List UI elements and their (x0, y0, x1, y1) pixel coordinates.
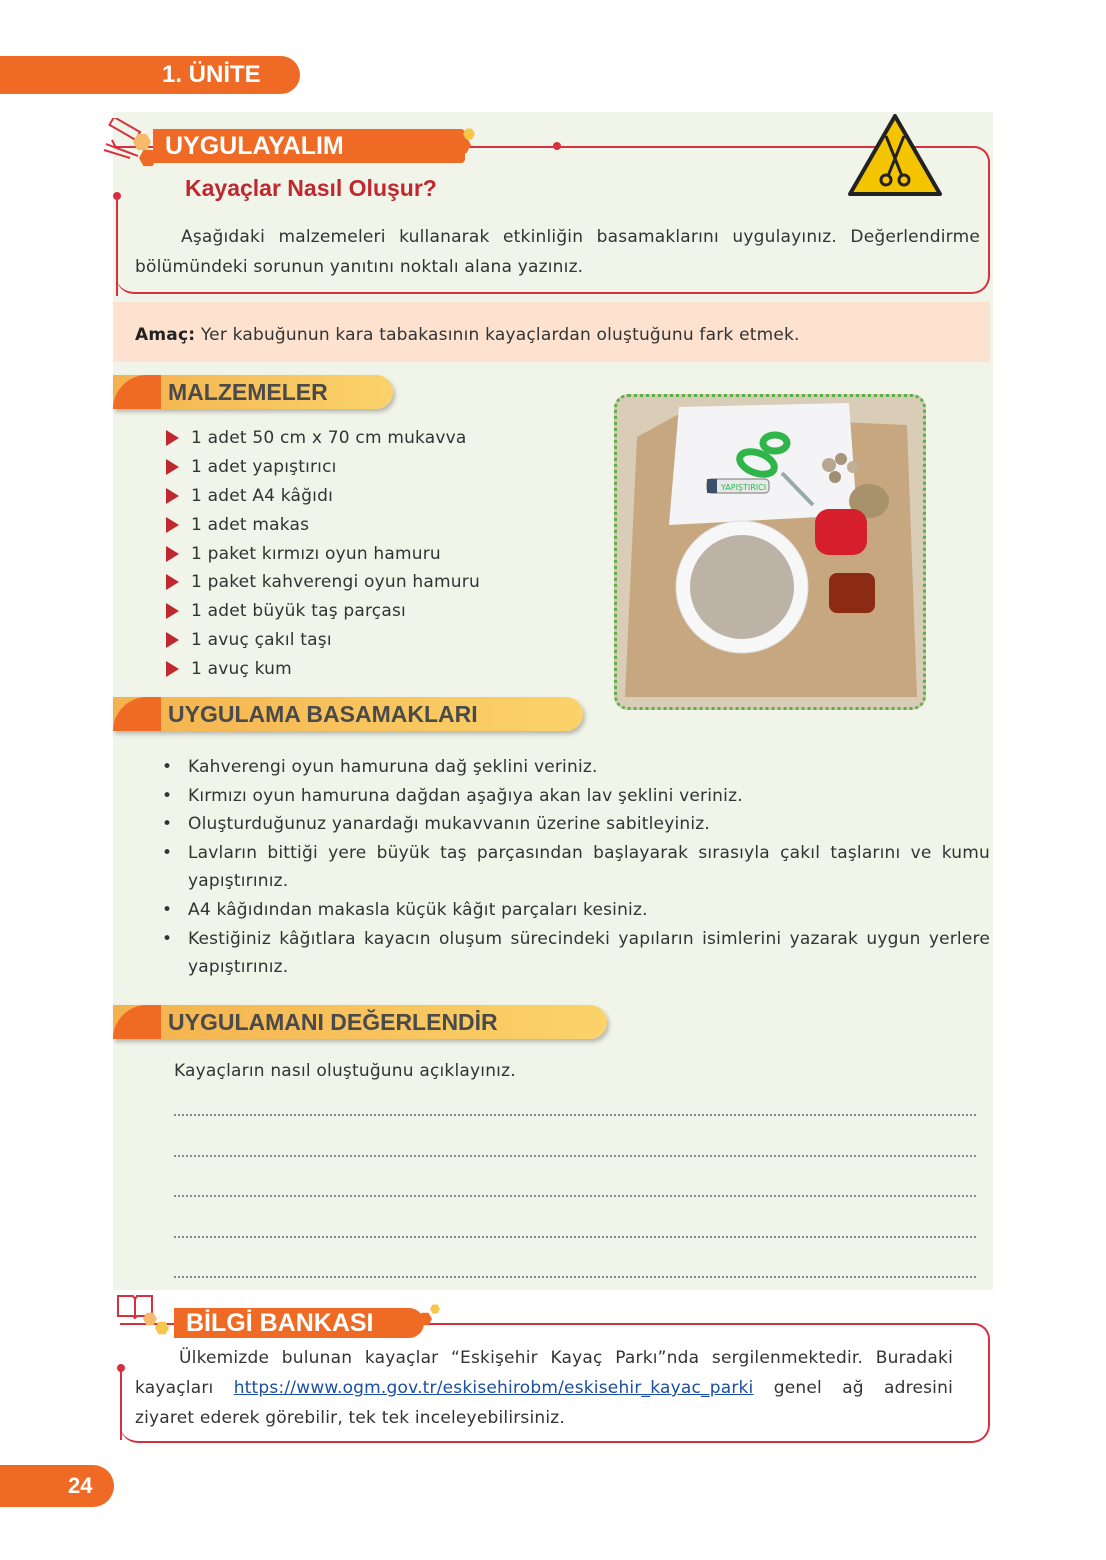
list-item: 1 adet A4 kâğıdı (166, 482, 480, 511)
activity-header: UYGULAYALIM (153, 129, 465, 163)
unit-tab (0, 56, 300, 94)
activity-title: Kayaçlar Nasıl Oluşur? (185, 175, 437, 201)
header-dotted-line (480, 146, 556, 147)
box-dot (117, 1364, 125, 1372)
answer-line[interactable] (174, 1114, 976, 1116)
answer-line[interactable] (174, 1155, 976, 1157)
triangle-bullet-icon (166, 488, 179, 504)
triangle-bullet-icon (166, 603, 179, 619)
info-text: Ülkemizde bulunan kayaçlar “Eskişehir Kayaç Parkı”nda sergilenmektedir. Buradaki kayaçları https://www.ogm.gov.tr/eskisehirobm/eskisehir_kayac_parki genel ağ adresini ziyaret ederek görebilir, tek tek inceleyebilirsiniz. (135, 1348, 953, 1428)
triangle-bullet-icon (166, 574, 179, 590)
hex-decoration (430, 1304, 440, 1314)
list-item: 1 paket kahverengi oyun hamuru (166, 568, 480, 597)
triangle-bullet-icon (166, 546, 179, 562)
page-number-tab (0, 1465, 114, 1507)
steps-header: UYGULAMA BASAMAKLARI (113, 697, 583, 731)
activity-intro: Aşağıdaki malzemeleri kullanarak etkinliğin basamaklarını uygulayınız. Değerlendirme bölümündeki sorunun yanıtını noktalı alana yazınız. (135, 227, 980, 277)
list-item: 1 adet yapıştırıcı (166, 453, 480, 482)
list-item: 1 paket kırmızı oyun hamuru (166, 539, 480, 568)
scissors-warning-icon (846, 112, 944, 198)
materials-photo (614, 394, 926, 710)
box-dot (113, 192, 121, 200)
triangle-bullet-icon (166, 632, 179, 648)
triangle-bullet-icon (166, 459, 179, 475)
materials-illustration (617, 397, 923, 707)
activity-box-left-border (116, 196, 118, 296)
list-item: • A4 kâğıdından makasla küçük kâğıt parçaları kesiniz. (158, 896, 990, 925)
list-item: 1 adet 50 cm x 70 cm mukavva (166, 424, 480, 453)
answer-line[interactable] (174, 1276, 976, 1278)
kayac-parki-link[interactable]: https://www.ogm.gov.tr/eskisehirobm/eskisehir_kayac_parki (233, 1378, 754, 1398)
list-item: 1 adet büyük taş parçası (166, 597, 480, 626)
list-item: • Kahverengi oyun hamuruna dağ şeklini veriniz. (158, 753, 990, 782)
materials-header: MALZEMELER (113, 375, 393, 409)
unit-label: 1. ÜNİTE (162, 61, 261, 88)
list-item: • Lavların bittiği yere büyük taş parçasından başlayarak sırasıyla çakıl taşlarını ve kumu yapıştırınız. (158, 839, 990, 896)
evaluation-header: UYGULAMANI DEĞERLENDİR (113, 1005, 607, 1039)
page-number: 24 (68, 1473, 93, 1498)
list-item: • Kestiğiniz kâğıtlara kayacın oluşum sürecindeki yapıların isimlerini yazarak uygun yerlere yapıştırınız. (158, 925, 990, 982)
glue-label: YAPIŞTIRICI (721, 483, 767, 492)
materials-list (166, 424, 480, 683)
steps-list (158, 753, 990, 982)
list-item: • Kırmızı oyun hamuruna dağdan aşağıya akan lav şeklini veriniz. (158, 782, 990, 811)
triangle-bullet-icon (166, 430, 179, 446)
info-header: BİLGİ BANKASI (174, 1308, 424, 1338)
list-item: 1 adet makas (166, 510, 480, 539)
answer-line[interactable] (174, 1236, 976, 1238)
aim-label: Amaç: (135, 325, 196, 345)
triangle-bullet-icon (166, 517, 179, 533)
list-item: 1 avuç çakıl taşı (166, 626, 480, 655)
triangle-bullet-icon (166, 661, 179, 677)
answer-line[interactable] (174, 1195, 976, 1197)
info-box-left-border (120, 1368, 122, 1440)
aim-row (135, 325, 800, 345)
aim-text: Yer kabuğunun kara tabakasının kayaçlardan oluştuğunu fark etmek. (200, 325, 800, 345)
evaluation-question: Kayaçların nasıl oluştuğunu açıklayınız. (174, 1061, 516, 1081)
list-item: • Oluşturduğunuz yanardağı mukavvanın üzerine sabitleyiniz. (158, 810, 990, 839)
list-item: 1 avuç kum (166, 654, 480, 683)
